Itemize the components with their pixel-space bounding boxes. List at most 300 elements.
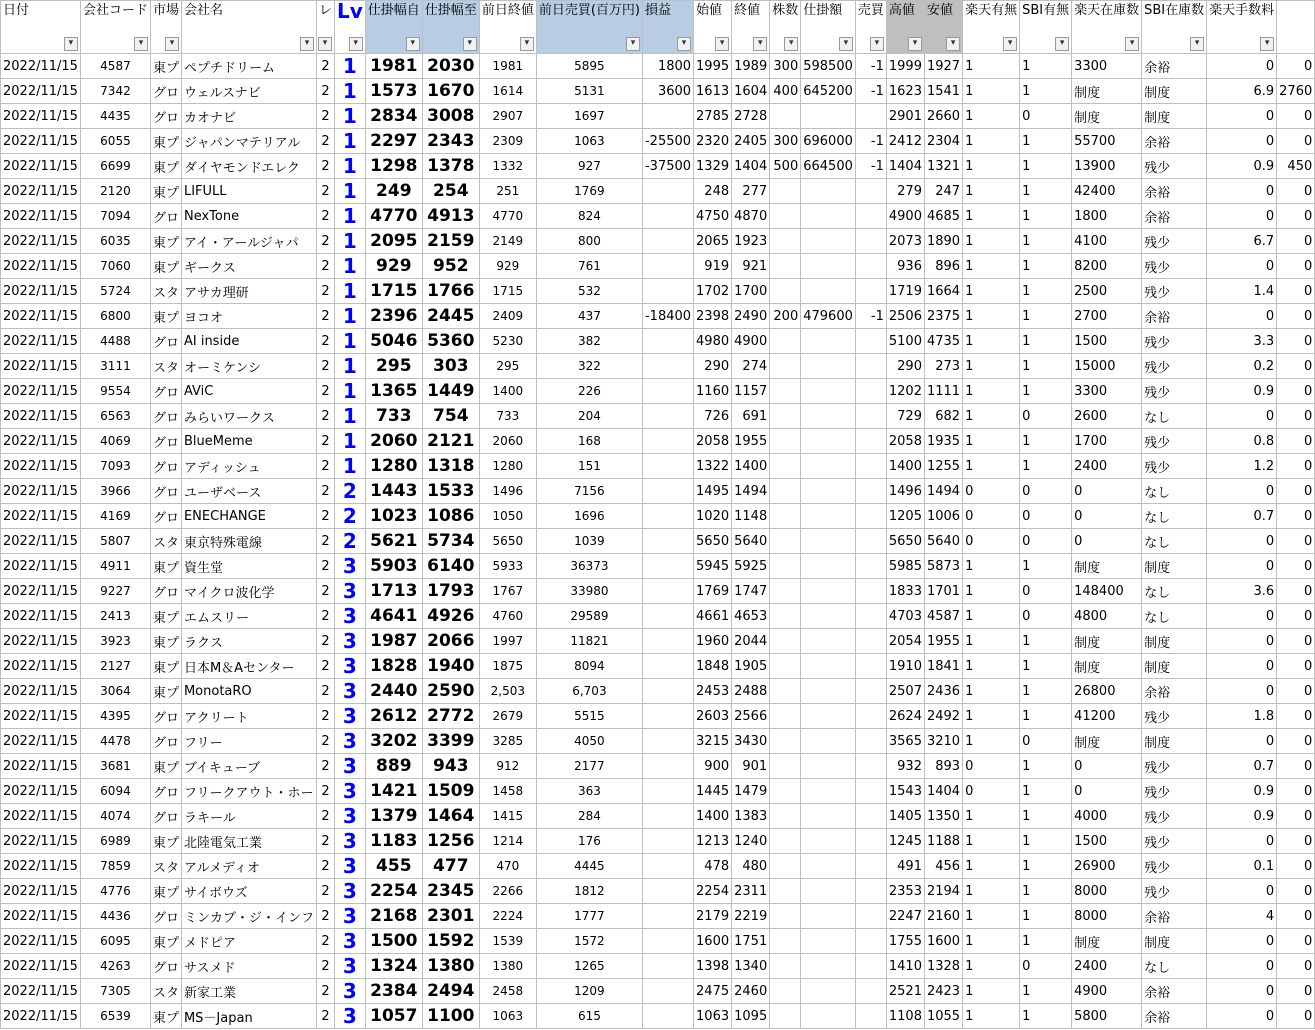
cell-lv[interactable]: 1 [335,229,366,254]
cell-market[interactable]: 東プ [150,304,181,329]
cell-market[interactable]: スタ [150,854,181,879]
cell-open[interactable]: 2320 [694,129,732,154]
cell-sbistock[interactable]: 残少 [1142,704,1207,729]
cell-sbistock[interactable]: 残少 [1142,229,1207,254]
cell-lv[interactable]: 1 [335,429,366,454]
cell-high[interactable]: 5100 [886,329,924,354]
cell-shares[interactable] [770,754,801,779]
cell-code[interactable]: 6989 [80,829,150,854]
cell-extra[interactable]: 0 [1277,879,1315,904]
cell-prevvol[interactable]: 382 [536,329,642,354]
cell-from[interactable]: 1828 [365,654,422,679]
cell-name[interactable]: NexTone [181,204,316,229]
cell-sbi[interactable]: 1 [1020,429,1072,454]
cell-fee[interactable]: 1.2 [1207,454,1277,479]
cell-prevvol[interactable]: 437 [536,304,642,329]
cell-pl[interactable] [642,779,693,804]
cell-from[interactable]: 1365 [365,379,422,404]
cell-sbistock[interactable]: 制度 [1142,79,1207,104]
cell-extra[interactable]: 0 [1277,279,1315,304]
cell-sbistock[interactable]: 余裕 [1142,179,1207,204]
cell-sbi[interactable]: 1 [1020,129,1072,154]
cell-side[interactable] [855,379,886,404]
cell-market[interactable]: グロ [150,329,181,354]
cell-fee[interactable]: 0 [1207,529,1277,554]
cell-low[interactable]: 3210 [924,729,962,754]
cell-sbi[interactable]: 1 [1020,79,1072,104]
cell-open[interactable]: 248 [694,179,732,204]
cell-lv[interactable]: 1 [335,104,366,129]
cell-market[interactable]: 東プ [150,179,181,204]
cell-sbi[interactable]: 0 [1020,579,1072,604]
cell-shares[interactable] [770,904,801,929]
cell-stock[interactable]: 0 [1072,504,1142,529]
cell-pl[interactable] [642,204,693,229]
cell-date[interactable]: 2022/11/15 [1,754,81,779]
cell-rakuten[interactable]: 1 [963,679,1020,704]
cell-pl[interactable]: 1800 [642,54,693,79]
cell-shares[interactable] [770,504,801,529]
cell-amount[interactable] [801,979,856,1004]
cell-prevvol[interactable]: 1697 [536,104,642,129]
column-header-sbi[interactable] [1020,1,1072,54]
cell-low[interactable]: 2423 [924,979,962,1004]
cell-shares[interactable] [770,404,801,429]
cell-market[interactable]: 東プ [150,154,181,179]
cell-pl[interactable] [642,504,693,529]
cell-close[interactable]: 2488 [732,679,770,704]
cell-stock[interactable]: 2600 [1072,404,1142,429]
cell-lv[interactable]: 3 [335,704,366,729]
cell-low[interactable]: 1927 [924,54,962,79]
cell-extra[interactable]: 450 [1277,154,1315,179]
cell-name[interactable]: 日本M＆Aセンター [181,654,316,679]
column-header-extra[interactable] [1277,1,1315,54]
cell-close[interactable]: 1905 [732,654,770,679]
cell-side[interactable] [855,1004,886,1029]
cell-pl[interactable] [642,529,693,554]
cell-code[interactable]: 7305 [80,979,150,1004]
cell-extra[interactable]: 0 [1277,704,1315,729]
cell-to[interactable]: 254 [422,179,479,204]
column-header-code[interactable] [80,1,150,54]
cell-open[interactable]: 3215 [694,729,732,754]
cell-prevclose[interactable]: 2458 [479,979,536,1004]
cell-close[interactable]: 1751 [732,929,770,954]
cell-pl[interactable] [642,654,693,679]
cell-high[interactable]: 3565 [886,729,924,754]
cell-stock[interactable]: 制度 [1072,79,1142,104]
cell-amount[interactable] [801,179,856,204]
cell-extra[interactable]: 0 [1277,629,1315,654]
cell-extra[interactable]: 0 [1277,779,1315,804]
cell-market[interactable]: グロ [150,379,181,404]
cell-side[interactable] [855,204,886,229]
cell-lv[interactable]: 1 [335,254,366,279]
cell-stock[interactable]: 制度 [1072,104,1142,129]
cell-sbistock[interactable]: 余裕 [1142,129,1207,154]
cell-to[interactable]: 1449 [422,379,479,404]
cell-from[interactable]: 249 [365,179,422,204]
cell-open[interactable]: 1329 [694,154,732,179]
cell-open[interactable]: 2475 [694,979,732,1004]
cell-low[interactable]: 2160 [924,904,962,929]
cell-prevclose[interactable]: 1539 [479,929,536,954]
cell-close[interactable]: 1700 [732,279,770,304]
cell-high[interactable]: 1404 [886,154,924,179]
cell-lv[interactable]: 1 [335,204,366,229]
cell-amount[interactable] [801,754,856,779]
cell-code[interactable]: 5807 [80,529,150,554]
cell-pl[interactable] [642,729,693,754]
cell-open[interactable]: 2065 [694,229,732,254]
cell-rakuten[interactable]: 1 [963,129,1020,154]
cell-sbistock[interactable]: 制度 [1142,654,1207,679]
cell-date[interactable]: 2022/11/15 [1,804,81,829]
cell-name[interactable]: サイボウズ [181,879,316,904]
cell-date[interactable]: 2022/11/15 [1,629,81,654]
cell-prevvol[interactable]: 4050 [536,729,642,754]
cell-to[interactable]: 943 [422,754,479,779]
cell-side[interactable] [855,179,886,204]
cell-code[interactable]: 6095 [80,929,150,954]
cell-pl[interactable] [642,904,693,929]
cell-pl[interactable] [642,404,693,429]
cell-close[interactable]: 5925 [732,554,770,579]
cell-stock[interactable]: 3300 [1072,379,1142,404]
cell-from[interactable]: 2440 [365,679,422,704]
cell-extra[interactable]: 0 [1277,729,1315,754]
cell-low[interactable]: 1541 [924,79,962,104]
cell-extra[interactable]: 2760 [1277,79,1315,104]
cell-high[interactable]: 1496 [886,479,924,504]
filter-dropdown-icon[interactable]: ▾ [1055,37,1069,51]
cell-pl[interactable] [642,754,693,779]
cell-amount[interactable] [801,829,856,854]
cell-lev[interactable]: 2 [316,479,334,504]
cell-pl[interactable] [642,829,693,854]
cell-prevclose[interactable]: 1715 [479,279,536,304]
cell-extra[interactable]: 0 [1277,979,1315,1004]
cell-lev[interactable]: 2 [316,979,334,1004]
cell-name[interactable]: ENECHANGE [181,504,316,529]
cell-open[interactable]: 2179 [694,904,732,929]
cell-prevvol[interactable]: 6,703 [536,679,642,704]
cell-prevclose[interactable]: 1767 [479,579,536,604]
cell-to[interactable]: 2772 [422,704,479,729]
cell-prevvol[interactable]: 5515 [536,704,642,729]
cell-close[interactable]: 2566 [732,704,770,729]
cell-from[interactable]: 1987 [365,629,422,654]
cell-sbistock[interactable]: 余裕 [1142,679,1207,704]
cell-close[interactable]: 2460 [732,979,770,1004]
cell-shares[interactable]: 300 [770,54,801,79]
cell-from[interactable]: 2060 [365,429,422,454]
cell-name[interactable]: アイ・アールジャパ [181,229,316,254]
cell-sbistock[interactable]: 余裕 [1142,54,1207,79]
cell-low[interactable]: 2492 [924,704,962,729]
cell-date[interactable]: 2022/11/15 [1,429,81,454]
cell-extra[interactable]: 0 [1277,204,1315,229]
cell-stock[interactable]: 4800 [1072,604,1142,629]
cell-prevclose[interactable]: 912 [479,754,536,779]
cell-open[interactable]: 1398 [694,954,732,979]
cell-sbi[interactable]: 0 [1020,954,1072,979]
cell-prevclose[interactable]: 1875 [479,654,536,679]
cell-sbi[interactable]: 0 [1020,504,1072,529]
cell-side[interactable] [855,979,886,1004]
filter-dropdown-icon[interactable]: ▾ [520,37,534,51]
cell-prevvol[interactable]: 29589 [536,604,642,629]
cell-open[interactable]: 1769 [694,579,732,604]
cell-to[interactable]: 1256 [422,829,479,854]
cell-date[interactable]: 2022/11/15 [1,1004,81,1029]
cell-shares[interactable] [770,579,801,604]
cell-prevvol[interactable]: 5895 [536,54,642,79]
cell-shares[interactable] [770,654,801,679]
cell-pl[interactable] [642,429,693,454]
cell-sbistock[interactable]: 残少 [1142,354,1207,379]
cell-low[interactable]: 1350 [924,804,962,829]
cell-sbi[interactable]: 1 [1020,904,1072,929]
filter-dropdown-icon[interactable]: ▾ [165,37,179,51]
cell-high[interactable]: 1205 [886,504,924,529]
cell-from[interactable]: 5046 [365,329,422,354]
cell-rakuten[interactable]: 1 [963,179,1020,204]
cell-close[interactable]: 1479 [732,779,770,804]
cell-market[interactable]: グロ [150,804,181,829]
cell-pl[interactable]: 3600 [642,79,693,104]
cell-rakuten[interactable]: 1 [963,654,1020,679]
cell-side[interactable]: -1 [855,304,886,329]
cell-prevclose[interactable]: 2149 [479,229,536,254]
cell-extra[interactable]: 0 [1277,954,1315,979]
cell-name[interactable]: BlueMeme [181,429,316,454]
cell-to[interactable]: 1533 [422,479,479,504]
filter-dropdown-icon[interactable]: ▾ [1190,37,1204,51]
cell-close[interactable]: 691 [732,404,770,429]
cell-to[interactable]: 1670 [422,79,479,104]
cell-code[interactable]: 4478 [80,729,150,754]
cell-sbistock[interactable]: 制度 [1142,104,1207,129]
cell-side[interactable] [855,404,886,429]
cell-code[interactable]: 4776 [80,879,150,904]
cell-low[interactable]: 1404 [924,779,962,804]
cell-market[interactable]: グロ [150,704,181,729]
cell-amount[interactable]: 664500 [801,154,856,179]
cell-prevclose[interactable]: 2679 [479,704,536,729]
cell-extra[interactable]: 0 [1277,529,1315,554]
cell-to[interactable]: 3399 [422,729,479,754]
cell-high[interactable]: 2521 [886,979,924,1004]
cell-from[interactable]: 1981 [365,54,422,79]
cell-sbistock[interactable]: 残少 [1142,454,1207,479]
cell-date[interactable]: 2022/11/15 [1,404,81,429]
cell-rakuten[interactable]: 1 [963,354,1020,379]
cell-name[interactable]: アディッシュ [181,454,316,479]
cell-prevvol[interactable]: 151 [536,454,642,479]
cell-to[interactable]: 2494 [422,979,479,1004]
cell-prevclose[interactable]: 2907 [479,104,536,129]
cell-sbistock[interactable]: 残少 [1142,279,1207,304]
column-header-pl[interactable] [642,1,693,54]
cell-fee[interactable]: 0 [1207,254,1277,279]
cell-code[interactable]: 7342 [80,79,150,104]
cell-low[interactable]: 5873 [924,554,962,579]
cell-name[interactable]: ギークス [181,254,316,279]
cell-high[interactable]: 290 [886,354,924,379]
cell-from[interactable]: 4641 [365,604,422,629]
cell-high[interactable]: 2058 [886,429,924,454]
cell-extra[interactable]: 0 [1277,679,1315,704]
cell-sbi[interactable]: 1 [1020,979,1072,1004]
cell-sbi[interactable]: 1 [1020,879,1072,904]
cell-name[interactable]: フリークアウト・ホー [181,779,316,804]
cell-pl[interactable] [642,279,693,304]
cell-pl[interactable] [642,454,693,479]
cell-fee[interactable]: 0 [1207,629,1277,654]
cell-stock[interactable]: 制度 [1072,554,1142,579]
cell-date[interactable]: 2022/11/15 [1,529,81,554]
cell-shares[interactable] [770,829,801,854]
cell-shares[interactable] [770,429,801,454]
cell-from[interactable]: 2297 [365,129,422,154]
cell-low[interactable]: 682 [924,404,962,429]
cell-close[interactable]: 274 [732,354,770,379]
cell-code[interactable]: 4395 [80,704,150,729]
cell-prevvol[interactable]: 363 [536,779,642,804]
cell-high[interactable]: 1108 [886,1004,924,1029]
cell-lv[interactable]: 1 [335,154,366,179]
cell-sbi[interactable]: 0 [1020,529,1072,554]
cell-market[interactable]: グロ [150,779,181,804]
cell-name[interactable]: AI inside [181,329,316,354]
cell-date[interactable]: 2022/11/15 [1,854,81,879]
cell-to[interactable]: 2301 [422,904,479,929]
cell-stock[interactable]: 1500 [1072,329,1142,354]
column-header-to[interactable] [422,1,479,54]
cell-lev[interactable]: 2 [316,879,334,904]
cell-high[interactable]: 2506 [886,304,924,329]
cell-close[interactable]: 1989 [732,54,770,79]
cell-lev[interactable]: 2 [316,204,334,229]
cell-to[interactable]: 1378 [422,154,479,179]
cell-code[interactable]: 4587 [80,54,150,79]
column-header-from[interactable] [365,1,422,54]
cell-name[interactable]: アサカ理研 [181,279,316,304]
cell-lv[interactable]: 1 [335,54,366,79]
filter-dropdown-icon[interactable]: ▾ [349,37,363,51]
cell-prevvol[interactable]: 226 [536,379,642,404]
cell-lev[interactable]: 2 [316,604,334,629]
cell-market[interactable]: 東プ [150,679,181,704]
cell-market[interactable]: 東プ [150,1004,181,1029]
cell-amount[interactable] [801,954,856,979]
cell-lv[interactable]: 3 [335,929,366,954]
filter-dropdown-icon[interactable]: ▾ [677,37,691,51]
cell-high[interactable]: 2624 [886,704,924,729]
cell-low[interactable]: 1664 [924,279,962,304]
cell-stock[interactable]: 26900 [1072,854,1142,879]
cell-lv[interactable]: 3 [335,779,366,804]
cell-to[interactable]: 1318 [422,454,479,479]
cell-side[interactable] [855,754,886,779]
cell-extra[interactable]: 0 [1277,1004,1315,1029]
cell-low[interactable]: 1841 [924,654,962,679]
cell-stock[interactable]: 1500 [1072,829,1142,854]
cell-side[interactable]: -1 [855,79,886,104]
cell-lev[interactable]: 2 [316,679,334,704]
cell-open[interactable]: 1063 [694,1004,732,1029]
cell-fee[interactable]: 0 [1207,479,1277,504]
cell-date[interactable]: 2022/11/15 [1,104,81,129]
cell-close[interactable]: 2728 [732,104,770,129]
cell-high[interactable]: 2353 [886,879,924,904]
cell-lv[interactable]: 1 [335,129,366,154]
cell-pl[interactable] [642,704,693,729]
cell-market[interactable]: 東プ [150,879,181,904]
cell-lev[interactable]: 2 [316,954,334,979]
cell-prevclose[interactable]: 2409 [479,304,536,329]
cell-from[interactable]: 1183 [365,829,422,854]
cell-date[interactable]: 2022/11/15 [1,79,81,104]
cell-lv[interactable]: 3 [335,904,366,929]
cell-high[interactable]: 2412 [886,129,924,154]
cell-from[interactable]: 1298 [365,154,422,179]
cell-code[interactable]: 9227 [80,579,150,604]
cell-side[interactable] [855,279,886,304]
cell-to[interactable]: 1509 [422,779,479,804]
cell-fee[interactable]: 6.7 [1207,229,1277,254]
cell-close[interactable]: 1240 [732,829,770,854]
column-header-market[interactable] [150,1,181,54]
cell-high[interactable]: 1755 [886,929,924,954]
column-header-low[interactable] [924,1,962,54]
cell-date[interactable]: 2022/11/15 [1,704,81,729]
cell-sbi[interactable]: 1 [1020,54,1072,79]
cell-date[interactable]: 2022/11/15 [1,329,81,354]
cell-lev[interactable]: 2 [316,429,334,454]
cell-rakuten[interactable]: 1 [963,79,1020,104]
cell-pl[interactable] [642,329,693,354]
cell-high[interactable]: 1400 [886,454,924,479]
cell-side[interactable]: -1 [855,154,886,179]
cell-from[interactable]: 455 [365,854,422,879]
column-header-shares[interactable] [770,1,801,54]
cell-market[interactable]: グロ [150,504,181,529]
cell-date[interactable]: 2022/11/15 [1,204,81,229]
cell-code[interactable]: 2120 [80,179,150,204]
cell-code[interactable]: 7094 [80,204,150,229]
cell-code[interactable]: 4069 [80,429,150,454]
cell-lev[interactable]: 2 [316,404,334,429]
cell-pl[interactable]: -18400 [642,304,693,329]
cell-rakuten[interactable]: 1 [963,904,1020,929]
cell-sbistock[interactable]: なし [1142,579,1207,604]
cell-sbi[interactable]: 1 [1020,829,1072,854]
cell-low[interactable]: 1055 [924,1004,962,1029]
cell-rakuten[interactable]: 1 [963,629,1020,654]
cell-side[interactable] [855,954,886,979]
cell-side[interactable] [855,729,886,754]
cell-sbi[interactable]: 1 [1020,204,1072,229]
cell-prevvol[interactable]: 33980 [536,579,642,604]
cell-extra[interactable]: 0 [1277,129,1315,154]
cell-to[interactable]: 1592 [422,929,479,954]
cell-date[interactable]: 2022/11/15 [1,604,81,629]
cell-to[interactable]: 2343 [422,129,479,154]
cell-amount[interactable] [801,604,856,629]
